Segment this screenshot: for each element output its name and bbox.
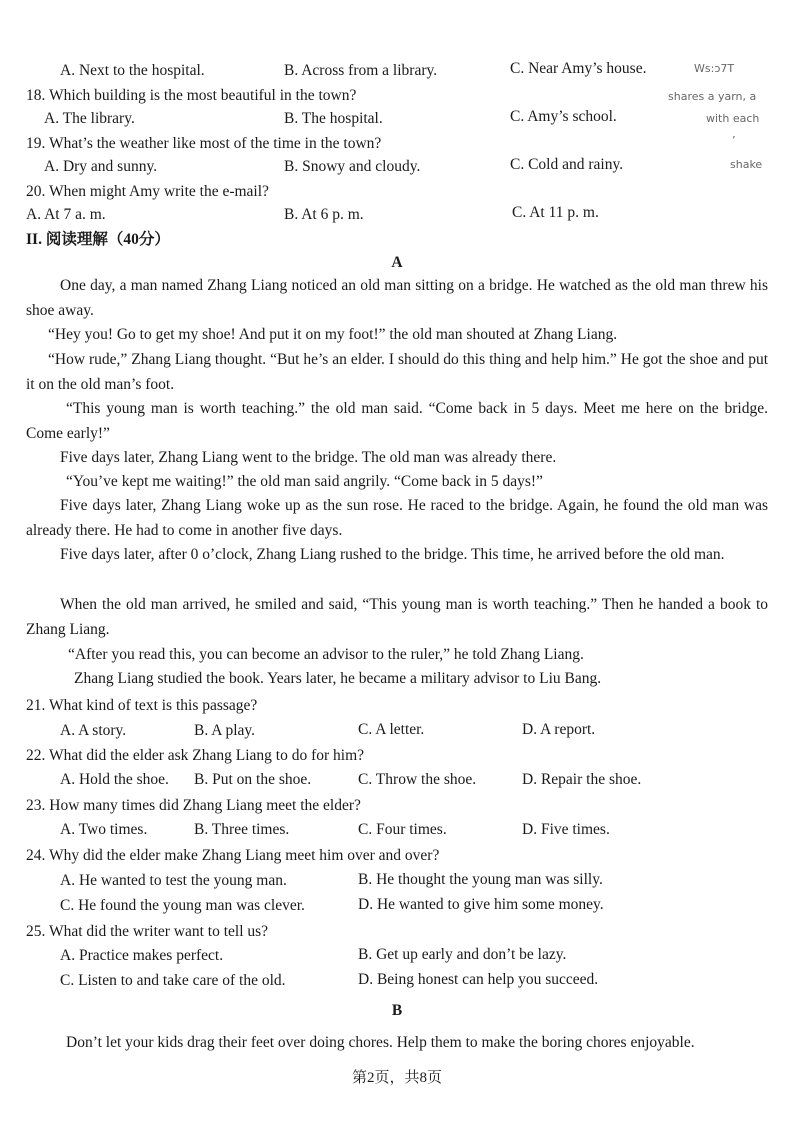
margin-scrap: Ws:ɔ7T bbox=[694, 62, 735, 75]
q20-stem: 20. When might Amy write the e-mail? bbox=[26, 183, 269, 200]
q21-stem: 21. What kind of text is this passage? bbox=[26, 697, 258, 714]
passage-a-para-2: “Hey you! Go to get my shoe! And put it on my foot!” the old man shouted at Zhang Liang. bbox=[48, 326, 618, 343]
passage-a-para-8: Five days later, after 0 o’clock, Zhang Liang rushed to the bridge. This time, he arrived before the old man. bbox=[60, 546, 725, 563]
q19-option-b: B. Snowy and cloudy. bbox=[284, 158, 421, 175]
q23-option-c: C. Four times. bbox=[358, 821, 447, 838]
page-number: 第2页，共8页 bbox=[351, 1070, 442, 1086]
q23-option-a: A. Two times. bbox=[60, 821, 148, 838]
passage-a-para-9: When the old man arrived, he smiled and said, “This young man is worth teaching.” Then he handed a book to Zhang Liang. bbox=[26, 596, 768, 638]
q19-stem: 19. What’s the weather like most of the time in the town? bbox=[26, 135, 382, 152]
q17-option-b: B. Across from a library. bbox=[284, 62, 438, 79]
passage-a-para-1: One day, a man named Zhang Liang noticed an old man sitting on a bridge. He watched as the old man threw his shoe away. bbox=[26, 277, 768, 319]
q18-option-c: C. Amy’s school. bbox=[510, 108, 617, 125]
q23-option-d: D. Five times. bbox=[522, 821, 610, 838]
passage-a-para-5: Five days later, Zhang Liang went to the bridge. The old man was already there. bbox=[60, 449, 557, 466]
q22-option-b: B. Put on the shoe. bbox=[194, 771, 312, 788]
q17-option-c: C. Near Amy’s house. bbox=[510, 60, 647, 77]
passage-a-para-7: Five days later, Zhang Liang woke up as the sun rose. He raced to the bridge. Again, he found the old man was already there. He had to come in another five days. bbox=[26, 497, 768, 539]
margin-scrap: shares a yarn, a bbox=[668, 90, 757, 103]
q25-option-a: A. Practice makes perfect. bbox=[60, 947, 224, 964]
margin-scrap: ʼ bbox=[732, 134, 736, 147]
passage-b-label: B bbox=[391, 1002, 403, 1019]
q24-option-c: C. He found the young man was clever. bbox=[60, 897, 305, 914]
q22-option-a: A. Hold the shoe. bbox=[60, 771, 169, 788]
q25-option-c: C. Listen to and take care of the old. bbox=[60, 972, 286, 989]
q24-option-a: A. He wanted to test the young man. bbox=[60, 872, 287, 889]
passage-a-para-3: “How rude,” Zhang Liang thought. “But he’s an elder. I should do this thing and help him.” He got the shoe and put it on the old man’s foot. bbox=[26, 351, 768, 393]
q19-option-c: C. Cold and rainy. bbox=[510, 156, 624, 173]
q23-stem: 23. How many times did Zhang Liang meet the elder? bbox=[26, 797, 361, 814]
q18-option-b: B. The hospital. bbox=[284, 110, 383, 127]
margin-scrap: with each bbox=[706, 112, 760, 125]
q20-option-a: A. At 7 a. m. bbox=[26, 206, 106, 223]
passage-a-para-4: “This young man is worth teaching.” the old man said. “Come back in 5 days. Meet me here on the bridge. Come early!” bbox=[26, 400, 768, 442]
q22-option-c: C. Throw the shoe. bbox=[358, 771, 477, 788]
q21-option-c: C. A letter. bbox=[358, 721, 425, 738]
passage-a-para-11: Zhang Liang studied the book. Years later, he became a military advisor to Liu Bang. bbox=[74, 670, 602, 687]
q21-option-d: D. A report. bbox=[522, 721, 596, 738]
passage-a-para-10: “After you read this, you can become an advisor to the ruler,” he told Zhang Liang. bbox=[68, 646, 584, 663]
q24-option-b: B. He thought the young man was silly. bbox=[358, 871, 603, 888]
q21-option-b: B. A play. bbox=[194, 722, 256, 739]
q25-stem: 25. What did the writer want to tell us? bbox=[26, 923, 269, 940]
q25-option-b: B. Get up early and don’t be lazy. bbox=[358, 946, 567, 963]
q18-option-a: A. The library. bbox=[44, 110, 135, 127]
q20-option-c: C. At 11 p. m. bbox=[512, 204, 599, 221]
passage-a-para-6: “You’ve kept me waiting!” the old man said angrily. “Come back in 5 days!” bbox=[66, 473, 543, 490]
margin-scrap: shake bbox=[730, 158, 763, 171]
q22-option-d: D. Repair the shoe. bbox=[522, 771, 642, 788]
q24-option-d: D. He wanted to give him some money. bbox=[358, 896, 604, 913]
q25-option-d: D. Being honest can help you succeed. bbox=[358, 971, 599, 988]
q17-option-a: A. Next to the hospital. bbox=[60, 62, 205, 79]
passage-a-label: A bbox=[391, 254, 403, 271]
q24-stem: 24. Why did the elder make Zhang Liang meet him over and over? bbox=[26, 847, 440, 864]
q23-option-b: B. Three times. bbox=[194, 821, 290, 838]
q20-option-b: B. At 6 p. m. bbox=[284, 206, 364, 223]
q19-option-a: A. Dry and sunny. bbox=[44, 158, 158, 175]
q22-stem: 22. What did the elder ask Zhang Liang to do for him? bbox=[26, 747, 365, 764]
q21-option-a: A. A story. bbox=[60, 722, 127, 739]
q18-stem: 18. Which building is the most beautiful in the town? bbox=[26, 87, 357, 104]
section-title: II. 阅读理解（40分） bbox=[26, 231, 170, 248]
passage-b-intro: Don’t let your kids drag their feet over doing chores. Help them to make the boring chores enjoyable. bbox=[66, 1034, 695, 1051]
